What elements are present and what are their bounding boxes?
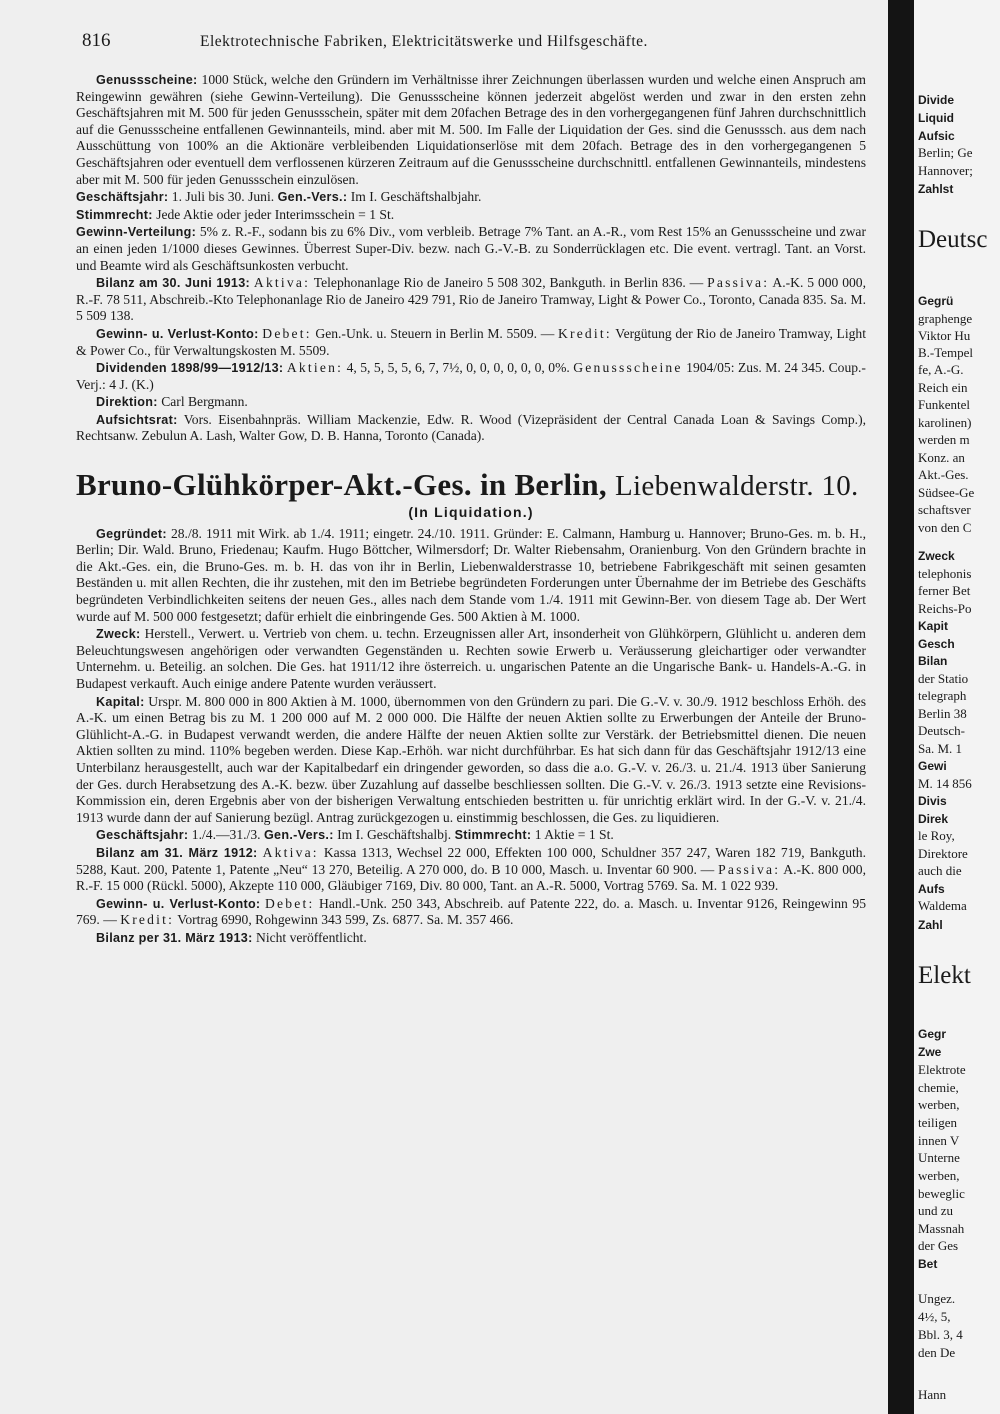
bilanz2-label: Bilanz am 31. März 1912: [96,845,258,860]
direktion-text: Carl Bergmann. [161,394,248,410]
adjacent-page-fragment: Deutsch- [918,723,965,738]
liquidation-status [76,504,866,522]
adjacent-page-fragment: Akt.-Ges. [918,467,969,482]
stimmrecht2-text: 1 Aktie = 1 St. [534,827,614,843]
passiva2-text: A.-K. 800 000, R.-F. 15 000 (Rückl. 5000), Akzepte 110 000, Gläubiger 7169, Div. 80 000, Tant. an A.-R. 5000, Vortrag 5769. Sa. M. 1 022 939. [76,861,867,894]
geschaeftsjahr2-text: 1./4.—31./3. [191,827,261,843]
adjacent-page-fragment: Direktore [918,846,968,861]
adjacent-page-fragment: Elekt [918,962,971,989]
debet-text: Gen.-Unk. u. Steuern in Berlin M. 5509. — [315,325,555,341]
adjacent-page-fragment: Deutsc [918,226,988,253]
bilanz2-paragraph [76,845,866,895]
adjacent-page-fragment: Gewi [918,759,947,773]
bilanz-label: Bilanz am 30. Juni 1913: [96,276,251,291]
debet2-text: Handl.-Unk. 250 343, Abschreib. auf Patente 222, do. a. Masch. u. Inventar 9126, Reingewinn 95 769. — [76,895,866,928]
div-aktien-text: 4, 5, 5, 5, 5, 6, 7, 7½, 0, 0, 0, 0, 0, 0, 0%. [346,360,570,376]
kredit2-text: Vortrag 6990, Rohgewinn 343 599, Zs. 6877. Sa. M. 357 466. [177,912,514,928]
adjacent-page-fragment: werden m [918,432,970,447]
genussscheine-label: Genussscheine: [96,73,198,87]
adjacent-page-fragment: Aufsic [918,129,955,143]
gewinn-verlust2-paragraph [76,896,866,929]
adjacent-page-fragment: schaftsver [918,502,971,517]
geschaeftsjahr2-label: Geschäftsjahr: [96,828,189,843]
adjacent-page-fragment: le Roy, [918,828,955,843]
adjacent-page-fragment: Reich ein [918,380,968,395]
adjacent-page-fragment: Unterne [918,1150,960,1165]
gegruendet-paragraph [76,526,866,626]
bilanz-1913-label: Bilanz per 31. März 1913: [96,930,253,945]
zweck-text: Herstell., Verwert. u. Vertrieb von chem. u. techn. Erzeugnissen aller Art, insonderheit von Glühkörpern, Glühlicht u. anderen dem Beleuchtungswesen angehörigen oder verwandten Gegenständen u. Rechten sowie Erwerb u. Veräusserung gleichartiger oder verwandter Unternehm. u. Beteilig. an solchen. Die Ges. hat 1911/12 ihre österreich. u. ungarischen Patente an die Ungarische Bank- u. Handels-A.-G. in Budapest verkauft. Auch einige andere Patente wurden veräussert. [76,626,866,691]
adjacent-page-fragment: teiligen [918,1115,957,1130]
direktion-line [76,394,866,411]
adjacent-page-fragment: Kapit [918,619,948,633]
aufsichtsrat-paragraph [76,412,866,445]
bilanz-1913-line [76,930,866,947]
adjacent-page-fragment: Elektrote [918,1062,966,1077]
adjacent-page-fragment: Direk [918,812,949,826]
adjacent-page-fragment: Divide [918,93,955,107]
adjacent-page-fragment: telegraph [918,688,967,703]
adjacent-page-fragment: Gegrü [918,294,954,308]
adjacent-page-fragment: fe, A.-G. [918,362,964,377]
adjacent-page-fragment: Sa. M. 1 [918,741,963,756]
adjacent-page-fragment: Bilan [918,654,948,668]
passiva2-label: Passiva: [718,861,781,877]
adjacent-page-fragment: ferner Bet [918,583,971,598]
adjacent-page-fragment: Zahl [918,918,943,932]
adjacent-page-fragment: Waldema [918,898,967,913]
adjacent-page-fragment: 4½, 5, [918,1309,951,1324]
aktiva2-label: Aktiva: [262,844,319,860]
gewinn-verlust-label: Gewinn- u. Verlust-Konto: [96,326,259,341]
direktion-label: Direktion: [96,395,158,410]
geschaeftsjahr2-line [76,827,866,844]
adjacent-page-fragment: Funkentel [918,397,970,412]
adjacent-page-fragment: karolinen) [918,415,972,430]
adjacent-page-fragment: Liquid [918,111,954,125]
gegruendet-text: 28./8. 1911 mit Wirk. ab 1./4. 1911; eingetr. 24./10. 1911. Gründer: E. Calmann, Hamburg u. Hannover; Bruno-Ges. m. b. H., Berlin; Dir. Wald. Bruno, Friedenau; Kaufm. Hugo Böttcher, Wilmersdorf; Dr. Walter Riebensahm, Oranienburg. Von den Gründern brachte in die Akt.-Ges. ein, die Bruno-Ges. m. b. H. das von ihr in Berlin, Liebenwalderstrasse 10, betriebene Fabrikgeschäft mit seinen gesamten Beständen u. mit allen Rechten, die ihr zustehen, mit den im Betriebe begründeten Forderungen unter Übernahme der im Betriebe des Geschäfts begründeten Verbindlichkeiten seitens der neuen Ges., alles nach dem Stande vom 1./4. 1911 mit Gewinn-Ber. von diesem Tage ab. Der Wert wurde auf M. 500 000 festgesetzt; dafür erhielt die einbringende Ges. 500 Aktien à M. 1000. [76,525,866,624]
aufsichtsrat-text: Vors. Eisenbahnpräs. William Mackenzie, Edw. R. Wood (Vizepräsident der Central Canada Loan & Savings Comp.), Rechtsanw. Zebulun A. Lash, Walter Gow, D. B. Hanna, Toronto (Canada). [76,411,866,444]
running-title: Elektrotechnische Fabriken, Elektricitätswerke und Hilfsgeschäfte. [200,33,648,50]
aktiva-label: Aktiva: [253,275,311,291]
stimmrecht2-label: Stimmrecht: [454,828,532,843]
aufsichtsrat-label: Aufsichtsrat: [96,412,178,427]
gegruendet-label: Gegründet: [96,526,167,541]
adjacent-page-fragment: und zu [918,1203,954,1218]
adjacent-page-fragment: den De [918,1345,956,1360]
stimmrecht-text: Jede Aktie oder jeder Interimsschein = 1 St. [156,206,395,222]
geschaeftsjahr-label: Geschäftsjahr: [76,190,169,205]
adjacent-page-fragment: Berlin 38 [918,706,967,721]
company-address: Liebenwalderstr. 10. [615,470,859,503]
debet2-label: Debet: [265,895,315,911]
gewinn-verteilung-text: 5% z. R.-F., sodann bis zu 6% Div., vom verbleib. Betrage 7% Tant. an A.-R., vom Rest 15% an Genussscheine und zwar an einen jeden 1/1000 dieses Gewinnes. Überrest Super-Div. bezw. nach G.-V.-B. zu Sonderrücklagen etc. Die event. vertragl. Tant. an Vorst. und Beamte wird als Geschäftsunkosten verbucht. [76,224,866,273]
adjacent-page-fragment: von den C [918,520,972,535]
kredit-label: Kredit: [557,325,612,341]
adjacent-page-fragment: der Statio [918,671,969,686]
adjacent-page-fragment: auch die [918,863,962,878]
adjacent-page-fragment: Gegr [918,1027,947,1041]
passiva-text: A.-K. 5 000 000, R.-F. 78 511, Abschreib.-Kto Telephonanlage Rio de Janeiro 429 791, Rio de Janeiro Tramway, Light & Power Co., Toronto, Canada 835. Sa. M. 5 509 138. [76,275,867,324]
gewinn-verteilung-label: Gewinn-Verteilung: [76,225,197,240]
zweck-paragraph [76,626,866,692]
stimmrecht-line [76,207,866,224]
stimmrecht-label: Stimmrecht: [76,207,153,222]
adjacent-page-fragment: Massnah [918,1221,965,1236]
liquidation-label: (In Liquidation.) [408,504,534,521]
adjacent-page-fragment: Bbl. 3, 4 [918,1327,963,1342]
debet-label: Debet: [262,325,312,341]
adjacent-page-fragment: Bet [918,1257,938,1271]
page-header [76,30,876,60]
gen-vers2-text: Im I. Geschäftshalbj. [337,827,452,843]
adjacent-page-fragment: innen V [918,1133,960,1148]
adjacent-page-edge [914,0,1000,1414]
adjacent-page-fragment: beweglic [918,1186,965,1201]
adjacent-page-fragment: Zwe [918,1045,942,1059]
adjacent-page-fragment: Hannover; [918,163,973,178]
adjacent-page-fragment: telephonis [918,566,972,581]
adjacent-page-fragment: chemie, [918,1080,959,1095]
company-name: Bruno-Glühkörper-Akt.-Ges. in Berlin, [76,467,607,503]
div-genuss-text: 1904/05: Zus. M. 24 345. [686,360,826,376]
geschaeftsjahr-text: 1. Juli bis 30. Juni. [171,189,275,205]
adjacent-page-fragment: Gesch [918,637,955,651]
binding-gutter [888,0,914,1414]
adjacent-page-fragment: Ungez. [918,1291,956,1306]
company-heading [76,467,866,504]
dividenden-label: Dividenden 1898/99—1912/13: [96,361,284,376]
text-column [76,72,866,948]
coupon-verjaehrung: Coup.-Verj.: 4 J. (K.) [76,360,866,392]
zweck-label: Zweck: [96,627,141,642]
genussscheine-paragraph [76,72,866,188]
adjacent-page-fragment: werben, [918,1097,960,1112]
adjacent-page-fragment: Zahlst [918,182,954,196]
adjacent-page-fragment: der Ges [918,1238,959,1253]
gen-vers-text: Im I. Geschäftshalbjahr. [350,189,482,205]
adjacent-page-fragment: Viktor Hu [918,328,971,343]
adjacent-page-fragment: B.-Tempel [918,345,974,360]
adjacent-page-fragment: Reichs-Po [918,601,972,616]
adjacent-page-fragment: M. 14 856 [918,776,972,791]
gewinn-verlust2-label: Gewinn- u. Verlust-Konto: [96,896,261,911]
adjacent-page-fragment: graphenge [918,311,973,326]
geschaeftsjahr-line [76,189,866,206]
kapital-label: Kapital: [96,694,145,709]
adjacent-page-fragment: Aufs [918,882,945,896]
kredit-text: Vergütung der Rio de Janeiro Tramway, Light & Power Co., für Verwaltungskosten M. 5509. [76,325,867,358]
adjacent-page-fragment: Divis [918,794,947,808]
aktiva2-text: Kassa 1313, Wechsel 22 000, Effekten 100 000, Schuldner 357 247, Waren 182 719, Bankguth. 5288, Kaut. 200, Patente 1, Patente „Neu“ 13 270, Beteilig. A 270 000, do. B 10 000, Masch. u. Inventar 60 900. — [76,844,866,877]
kapital-paragraph [76,694,866,827]
bilanz-1913-text: Nicht veröffentlicht. [256,929,367,945]
bilanz-paragraph [76,275,866,325]
kredit2-label: Kredit: [120,912,175,928]
adjacent-page-fragment: werben, [918,1168,960,1183]
page-number: 816 [82,30,111,51]
kapital-text: Urspr. M. 800 000 in 800 Aktien à M. 1000, übernommen von den Gründern zu pari. Die G.-V. v. 30./9. 1912 beschloss Erhöh. des A.-K. um einen Betrag bis zu M. 1 200 000 auf M. 2 000 000. Die Hälfte der neuen Aktien sollte zu Erwerbungen der Anteile der Bruno-Glühlicht-A.-G. in Budapest verwandt werden, die andere Hälfte der neuen Aktien sollte zur Verstärk. der Betriebsmittel dienen. Die neuen Aktien sollten zu mind. 110% begeben werden. Diese Kap.-Erhöh. war nicht durchführbar. Es hat sich dann für das Geschäftsjahr 1912/13 eine Unterbilanz herausgestellt, auch war der Kapitalbedarf ein dringender geworden, so dass die a.o. G.-V. v. 26./3. u. 21./4. 1913 über Sanierung der Ges. durch Herabsetzung des A.-K. bezw. über Zuzahlung auf dasselbe beschliessen sollten. Die G.-V. v. 26./3. 1913 setzte eine Revisions-Kommission ein, deren Ergebnis aber von der bisherigen Verwaltung entschieden bestritten u. für unrichtig erklärt wird. In der G.-V. v. 21./4. 1913 wurde dann der auf Sanierung bezügl. Antrag zurückgezogen u. einstimmig beschlossen, die Ges. zu liquidieren. [76,693,866,825]
adjacent-page-fragment: Berlin; Ge [918,145,973,160]
genussscheine-text: 1000 Stück, welche den Gründern im Verhältnisse ihrer Zeichnungen überlassen wurden und welche einen Anspruch am Reingewinn gewähren (siehe Gewinn-Verteilung). Die Genussscheine können jederzeit abgelöst werden und zwar in den ersten zehn Geschäftsjahren mit M. 500 für jeden Genussschein, später mit dem 20fachen Betrage des in den vorhergegangenen fünf Jahren durchschnittlich auf die Genussscheine entfallenen Gewinnanteils, mind. aber mit M. 500. Im Falle der Liquidation der Ges. sind die Genusssch. aus dem nach Ausschüttung von 100% an die Aktionäre verbleibenden Liquidationserlöse mit dem 20fach. Betrage des in den vorhergegangenen 5 Geschäftsjahren oder eventuell dem verflossenen kürzeren Zeitraum auf die Genussscheine durchschnittl. entfallenen Gewinnanteils, mindestens aber mit M. 500 für jeden Genussschein einzulösen. [76,72,866,187]
adjacent-page-fragment: Zweck [918,549,955,563]
adjacent-page-fragment: Konz. an [918,450,965,465]
adjacent-page-fragment: Hann [918,1387,947,1402]
gen-vers2-label: Gen.-Vers.: [263,828,334,843]
adjacent-page-fragment: Südsee-Ge [918,485,975,500]
aktiva-text: Telephonanlage Rio de Janeiro 5 508 302, Bankguth. in Berlin 836. — [313,275,704,291]
div-aktien-label: Aktien: [286,360,344,376]
gewinn-verlust-paragraph [76,326,866,359]
gewinn-verteilung-paragraph [76,224,866,274]
gen-vers-label: Gen.-Vers.: [277,190,348,205]
dividenden-paragraph [76,360,866,393]
passiva-label: Passiva: [707,275,770,291]
div-genuss-label: Genussscheine [573,360,683,376]
